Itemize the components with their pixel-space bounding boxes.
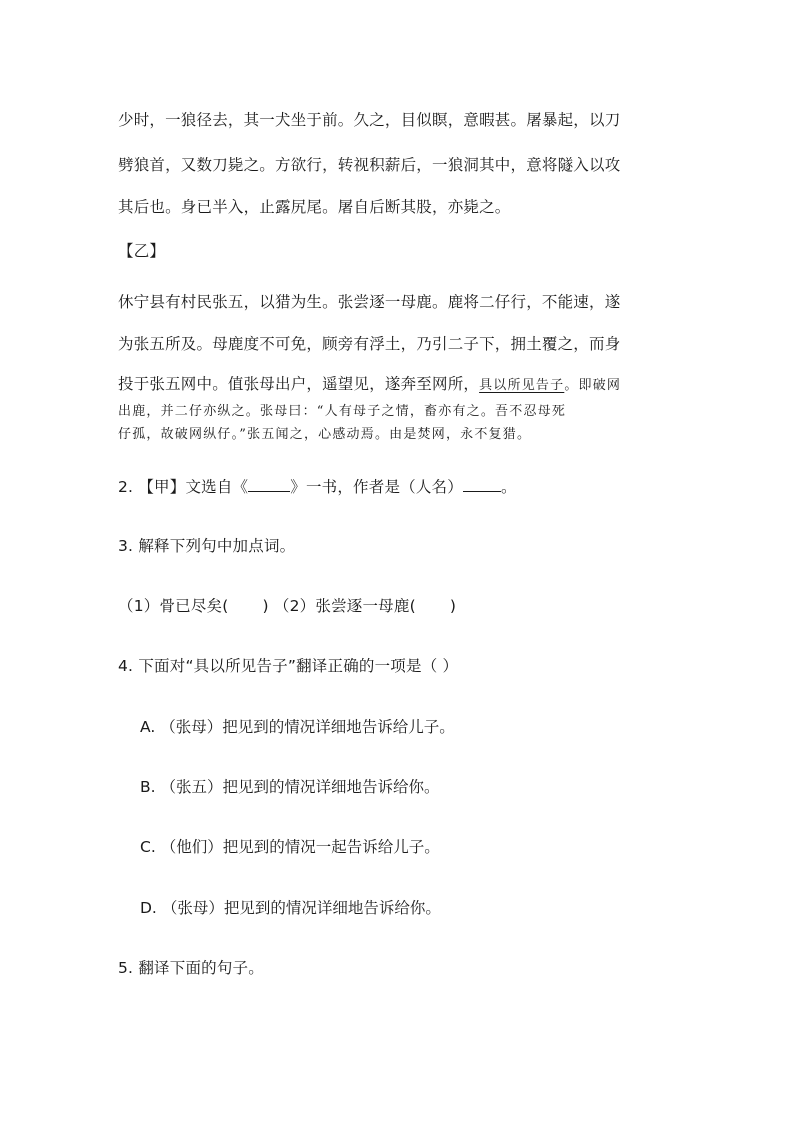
q4-option-c-label: C. <box>140 838 156 856</box>
question-4 <box>118 656 458 676</box>
passage-yi-line-4: 出鹿，并二仔亦纵之。张母曰：“人有母子之情，畜亦有之。吾不忍母死 <box>118 404 567 419</box>
q5-number: 5. <box>118 959 134 977</box>
passage-jia-line-2: 劈狼首，又数刀毙之。方欲行，转视积薪后，一狼洞其中，意将隧入以攻 <box>118 156 621 174</box>
q4-option-d-label: D. <box>140 899 157 917</box>
q3-number: 3. <box>118 537 134 555</box>
passage-yi-line-3 <box>118 374 621 396</box>
q4-number: 4. <box>118 657 134 675</box>
q2-blank-author[interactable] <box>463 477 501 492</box>
q4-option-a-label: A. <box>140 718 156 736</box>
q2-number: 2. <box>118 478 134 496</box>
q3-item-2-close: ) <box>449 597 457 615</box>
q4-option-b[interactable] <box>140 777 440 797</box>
q4-option-a[interactable] <box>140 717 455 737</box>
q3-item-1: （1）骨已尽矣( <box>118 597 229 615</box>
section-yi-heading: 【乙】 <box>118 242 166 260</box>
q2-part-1: 【甲】文选自《 <box>138 478 249 496</box>
q4-option-b-label: B. <box>140 778 156 796</box>
q2-blank-book[interactable] <box>248 477 290 492</box>
passage-jia-line-3: 其后也。身已半入，止露尻尾。屠自后断其股，亦毙之。 <box>118 198 511 216</box>
q3-text: 解释下列句中加点词。 <box>138 537 296 555</box>
q4-option-d-text: （张母）把见到的情况详细地告诉给你。 <box>161 899 441 917</box>
underlined-phrase: 具以所见告子 <box>479 378 565 393</box>
q4-option-c-text: （他们）把见到的情况一起告诉给儿子。 <box>160 838 440 856</box>
passage-jia-line-1: 少时，一狼径去，其一犬坐于前。久之，目似瞑，意暇甚。屠暴起，以刀 <box>118 111 621 129</box>
question-2 <box>118 477 517 497</box>
question-3-items <box>118 596 456 616</box>
passage-yi-line-3-tail: 。即破网 <box>564 378 622 393</box>
question-5 <box>118 958 264 978</box>
passage-yi-line-5: 仔孤，故破网纵仔。”张五闻之，心感动焉。由是焚网，永不复猎。 <box>118 427 532 442</box>
q3-item-1-close: ) <box>262 597 269 615</box>
passage-yi-line-3-text: 投于张五网中。值张母出户，遥望见，遂奔至网所， <box>118 375 480 393</box>
q4-option-b-text: （张五）把见到的情况详细地告诉给你。 <box>160 778 440 796</box>
q3-item-2: （2）张尝逐一母鹿( <box>273 597 416 615</box>
passage-yi-line-1: 休宁县有村民张五，以猎为生。张尝逐一母鹿。鹿将二仔行，不能速，遂 <box>118 293 621 311</box>
q4-option-d[interactable] <box>140 898 441 918</box>
q5-text: 翻译下面的句子。 <box>138 959 264 977</box>
q4-option-a-text: （张母）把见到的情况详细地告诉给儿子。 <box>160 718 455 736</box>
q2-part-3: 。 <box>500 478 517 496</box>
passage-yi-line-2: 为张五所及。母鹿度不可免，顾旁有浮土，乃引二子下，拥土覆之，而身 <box>118 335 621 353</box>
q4-option-c[interactable] <box>140 837 440 857</box>
question-3 <box>118 536 295 556</box>
q4-text: 下面对“具以所见告子”翻译正确的一项是（ ） <box>138 657 459 675</box>
q2-part-2: 》一书，作者是（人名） <box>290 478 463 496</box>
